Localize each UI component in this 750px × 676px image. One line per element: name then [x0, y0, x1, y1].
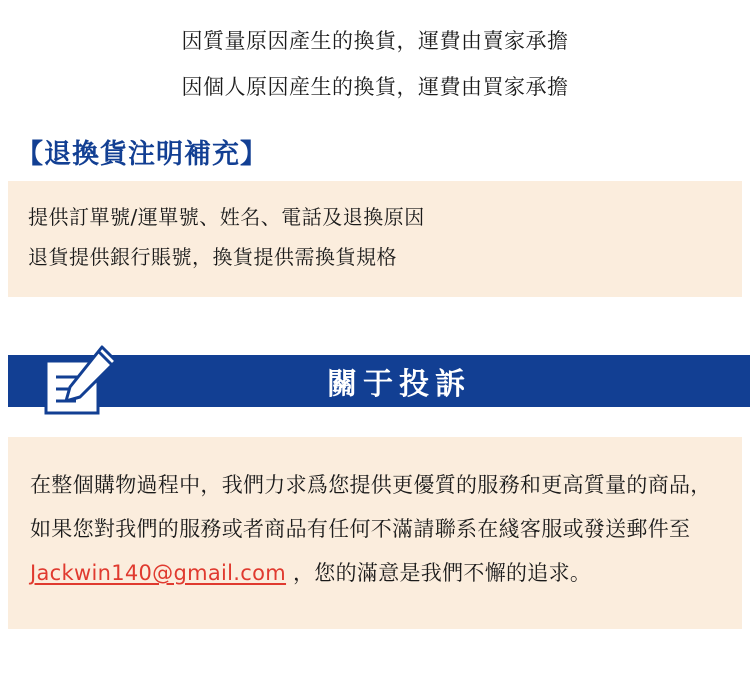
complaint-text-after: ，您的滿意是我們不懈的追求。: [286, 561, 592, 585]
policy-line: 因質量原因產生的換貨，運費由賣家承擔: [181, 29, 569, 53]
pencil-edit-icon: [40, 343, 120, 419]
complaint-paragraph: [30, 463, 720, 595]
banner-title: 關于投訴: [327, 367, 471, 402]
policy-line: 因個人原因産生的換貨，運費由買家承擔: [181, 75, 569, 99]
complaint-banner: [0, 343, 750, 419]
note-line: 提供訂單號/運單號、姓名、電話及退換原因: [28, 205, 425, 229]
section-heading: 【退換貨注明補充】: [16, 139, 268, 170]
return-policy-lines: [0, 0, 750, 110]
complaint-text-before: 在整個購物過程中，我們力求爲您提供更優質的服務和更高質量的商品，如果您對我們的服務或者商品有任何不滿請聯系在綫客服或發送郵件至: [30, 473, 712, 541]
complaint-text-box: [8, 437, 742, 629]
note-box: [8, 181, 742, 297]
note-line: 退貨提供銀行賬號，換貨提供需換貨規格: [28, 245, 397, 269]
support-email-link[interactable]: Jackwin140@gmail.com: [30, 561, 287, 585]
